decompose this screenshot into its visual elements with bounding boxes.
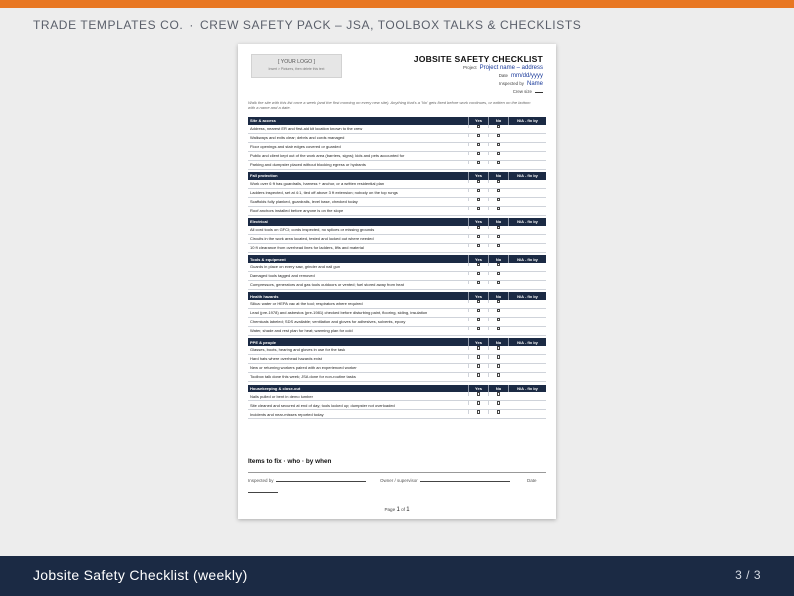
no-checkbox[interactable] xyxy=(497,327,501,331)
yes-cell xyxy=(468,373,488,377)
checklist-item-text: Water, shade and rest plan for heat; warming plan for cold xyxy=(250,328,353,334)
checklist-page xyxy=(238,44,556,519)
section-title: Electrical xyxy=(250,219,268,225)
checklist-row xyxy=(248,281,546,290)
signature-inspected-label: Inspected by xyxy=(248,478,274,483)
no-cell xyxy=(488,327,508,331)
no-cell xyxy=(488,272,508,276)
checklist-item-text: 10 ft clearance from overhead lines for ladders, lifts and material xyxy=(250,245,364,251)
no-checkbox[interactable] xyxy=(497,235,501,239)
checklist-item-text: Toolbox talk done this week; JSA done for non-routine tasks xyxy=(250,374,356,380)
yes-cell xyxy=(468,392,488,396)
brand-name: TRADE TEMPLATES CO. xyxy=(33,18,184,32)
yes-checkbox[interactable] xyxy=(477,401,481,405)
footer-page-count: 3 / 3 xyxy=(735,568,761,582)
no-checkbox[interactable] xyxy=(497,346,501,350)
yes-checkbox[interactable] xyxy=(477,309,481,313)
column-yes-header: Yes xyxy=(468,255,488,263)
column-na-header: N/A - fix by xyxy=(508,117,546,125)
no-checkbox[interactable] xyxy=(497,263,501,267)
yes-cell xyxy=(468,355,488,359)
checklist-item-text: Chemicals labeled; SDS available; ventilation and gloves for adhesives, solvents, epoxy xyxy=(250,319,406,325)
column-yes-header: Yes xyxy=(468,338,488,346)
column-no-header: No xyxy=(488,117,508,125)
items-to-fix-title: Items to fix · who · by when xyxy=(248,458,332,465)
yes-cell xyxy=(468,281,488,285)
header-line xyxy=(33,18,581,32)
no-cell xyxy=(488,392,508,396)
signature-owner-label: Owner / supervisor xyxy=(380,478,418,483)
section-title: Fall protection xyxy=(250,173,278,179)
yes-checkbox[interactable] xyxy=(477,143,481,147)
yes-checkbox[interactable] xyxy=(477,346,481,350)
column-na-header: N/A - fix by xyxy=(508,385,546,393)
yes-checkbox[interactable] xyxy=(477,235,481,239)
checklist-item-text: Silica: water or HEPA vac at the tool; respirators where required xyxy=(250,301,363,307)
no-cell xyxy=(488,125,508,129)
meta-project xyxy=(463,65,543,71)
signature-inspected-line xyxy=(276,481,366,482)
checklist-item-text: Hard hats where overhead hazards exist xyxy=(250,356,322,362)
checklist-item-text: Compressors, generators and gas tools outdoors or vented; fuel stored away from heat xyxy=(250,282,404,288)
yes-cell xyxy=(468,143,488,147)
yes-cell xyxy=(468,309,488,313)
no-checkbox[interactable] xyxy=(497,300,501,304)
checklist-row xyxy=(248,318,546,327)
checklist-item-text: Roof anchors installed before anyone is on the slope xyxy=(250,208,344,214)
column-yes-header: Yes xyxy=(468,117,488,125)
project-label: Project xyxy=(462,65,477,70)
checklist-item-text: Incidents and near-misses reported today xyxy=(250,411,324,417)
yes-cell xyxy=(468,180,488,184)
checklist-row xyxy=(248,401,546,410)
yes-checkbox[interactable] xyxy=(477,180,481,184)
no-cell xyxy=(488,143,508,147)
checklist-row xyxy=(248,272,546,281)
yes-cell xyxy=(468,235,488,239)
checklist-row xyxy=(248,300,546,309)
yes-cell xyxy=(468,364,488,368)
yes-cell xyxy=(468,152,488,156)
column-na-header: N/A - fix by xyxy=(508,218,546,226)
no-cell xyxy=(488,189,508,193)
yes-checkbox[interactable] xyxy=(477,355,481,359)
yes-checkbox[interactable] xyxy=(477,272,481,276)
no-checkbox[interactable] xyxy=(497,318,501,322)
checklist-item-text: Address, nearest ER and first-aid kit location known to the crew xyxy=(250,126,363,131)
section-header xyxy=(248,117,546,125)
section-header xyxy=(248,172,546,180)
column-na-header: N/A - fix by xyxy=(508,255,546,263)
yes-cell xyxy=(468,327,488,331)
yes-cell xyxy=(468,401,488,405)
no-cell xyxy=(488,355,508,359)
signature-date-label: Date xyxy=(527,478,537,483)
date-value: mm/dd/yyyy xyxy=(510,73,543,79)
column-yes-header: Yes xyxy=(468,172,488,180)
page-of: of xyxy=(401,507,405,512)
yes-cell xyxy=(468,198,488,202)
yes-cell xyxy=(468,207,488,211)
header-separator: · xyxy=(189,18,194,32)
no-checkbox[interactable] xyxy=(497,272,501,276)
no-checkbox[interactable] xyxy=(497,226,501,230)
yes-checkbox[interactable] xyxy=(477,244,481,248)
column-na-header: N/A - fix by xyxy=(508,292,546,300)
no-cell xyxy=(488,235,508,239)
checklist-item-text: Glasses, boots, hearing and gloves in use for the task xyxy=(250,347,346,353)
yes-cell xyxy=(468,346,488,350)
no-cell xyxy=(488,300,508,304)
no-checkbox[interactable] xyxy=(497,309,501,313)
checklist-section xyxy=(248,338,546,382)
column-no-header: No xyxy=(488,172,508,180)
no-checkbox[interactable] xyxy=(497,373,501,377)
crew-size-blank xyxy=(535,92,543,93)
items-to-fix-line xyxy=(248,472,546,473)
yes-cell xyxy=(468,300,488,304)
meta-crew-size xyxy=(513,89,543,94)
logo-placeholder-title: [ YOUR LOGO ] xyxy=(277,59,316,65)
no-checkbox[interactable] xyxy=(497,207,501,211)
yes-checkbox[interactable] xyxy=(477,226,481,230)
no-cell xyxy=(488,318,508,322)
page-label: Page xyxy=(384,507,396,512)
document-title: JOBSITE SAFETY CHECKLIST xyxy=(413,54,543,64)
yes-checkbox[interactable] xyxy=(477,198,481,202)
column-na-header: N/A - fix by xyxy=(508,338,546,346)
checklist-section xyxy=(248,218,546,253)
yes-checkbox[interactable] xyxy=(477,207,481,211)
column-yes-header: Yes xyxy=(468,292,488,300)
page-indicator xyxy=(238,507,556,513)
checklist-item-text: Scaffolds fully planked, guardrails, level base, checked today xyxy=(250,199,358,205)
checklist-row xyxy=(248,327,546,336)
meta-date xyxy=(499,73,543,79)
section-header xyxy=(248,218,546,226)
logo-placeholder-hint: Insert > Pictures, then delete this text xyxy=(268,67,325,71)
checklist-row xyxy=(248,309,546,318)
checklist-section xyxy=(248,117,546,170)
instructions-text: Walk the site with this list once a week (and the first morning on every new site). Anything that's a 'No' gets fixed before work continues, or written on the bottom with a name and a date. xyxy=(248,100,531,111)
checklist-row xyxy=(248,244,546,253)
yes-checkbox[interactable] xyxy=(477,300,481,304)
yes-cell xyxy=(468,226,488,230)
section-title: Housekeeping & close-out xyxy=(250,385,301,391)
no-cell xyxy=(488,401,508,405)
checklist-row xyxy=(248,180,546,189)
checklist-item-text: Lead (pre-1978) and asbestos (pre-1981) checked before disturbing paint, flooring, siding, insulation xyxy=(250,310,428,316)
yes-checkbox[interactable] xyxy=(477,373,481,377)
yes-checkbox[interactable] xyxy=(477,125,481,129)
checklist-item-text: Parking and dumpster placed without blocking egress or hydrants xyxy=(250,162,366,167)
checklist-row xyxy=(248,226,546,235)
checklist-row xyxy=(248,152,546,161)
no-cell xyxy=(488,161,508,165)
checklist-sections xyxy=(248,117,546,422)
yes-cell xyxy=(468,318,488,322)
yes-checkbox[interactable] xyxy=(477,392,481,396)
checklist-row xyxy=(248,134,546,143)
meta-inspected-by xyxy=(499,81,543,87)
checklist-row xyxy=(248,198,546,207)
checklist-item-text: Site cleaned and secured at end of day; tools locked up; dumpster not overloaded xyxy=(250,402,395,408)
yes-checkbox[interactable] xyxy=(477,410,481,414)
checklist-row xyxy=(248,189,546,198)
checklist-section xyxy=(248,255,546,290)
yes-cell xyxy=(468,244,488,248)
footer-bar xyxy=(0,556,794,596)
checklist-item-text: Floor openings and stair edges covered or guarded xyxy=(250,144,341,149)
checklist-item-text: Damaged tools tagged and removed xyxy=(250,273,315,279)
yes-cell xyxy=(468,189,488,193)
no-cell xyxy=(488,134,508,138)
no-checkbox[interactable] xyxy=(497,134,501,138)
no-checkbox[interactable] xyxy=(497,198,501,202)
no-cell xyxy=(488,207,508,211)
checklist-item-text: All cord tools on GFCI; cords inspected, no splices or missing grounds xyxy=(250,227,375,233)
checklist-row xyxy=(248,355,546,364)
checklist-row xyxy=(248,373,546,382)
yes-checkbox[interactable] xyxy=(477,281,481,285)
inspected-value: Name xyxy=(526,81,543,87)
checklist-section xyxy=(248,172,546,216)
checklist-item-text: Public and client kept out of the work area (barriers, signs); kids and pets accounted for xyxy=(250,153,405,158)
column-no-header: No xyxy=(488,292,508,300)
yes-checkbox[interactable] xyxy=(477,189,481,193)
checklist-row xyxy=(248,125,546,134)
logo-placeholder xyxy=(251,54,342,78)
no-checkbox[interactable] xyxy=(497,180,501,184)
no-cell xyxy=(488,373,508,377)
footer-title: Jobsite Safety Checklist (weekly) xyxy=(33,567,248,583)
section-title: Site & access xyxy=(250,118,276,124)
no-cell xyxy=(488,152,508,156)
column-no-header: No xyxy=(488,218,508,226)
yes-checkbox[interactable] xyxy=(477,318,481,322)
checklist-row xyxy=(248,263,546,272)
project-value: Project name – address xyxy=(479,65,543,71)
no-cell xyxy=(488,226,508,230)
checklist-item-text: New or returning workers paired with an experienced worker xyxy=(250,365,357,371)
checklist-section xyxy=(248,292,546,336)
signature-date xyxy=(527,478,537,483)
column-no-header: No xyxy=(488,255,508,263)
no-cell xyxy=(488,346,508,350)
column-yes-header: Yes xyxy=(468,385,488,393)
column-na-header: N/A - fix by xyxy=(508,172,546,180)
yes-checkbox[interactable] xyxy=(477,263,481,267)
no-cell xyxy=(488,180,508,184)
section-title: Tools & equipment xyxy=(250,256,286,262)
date-label: Date xyxy=(498,73,508,78)
no-checkbox[interactable] xyxy=(497,364,501,368)
section-title: Health hazards xyxy=(250,293,279,299)
column-yes-header: Yes xyxy=(468,218,488,226)
yes-checkbox[interactable] xyxy=(477,152,481,156)
signature-owner xyxy=(380,478,510,483)
checklist-item-text: Nails pulled or bent in demo lumber xyxy=(250,393,313,399)
signature-date-line xyxy=(248,492,278,493)
inspected-label: Inspected by xyxy=(499,81,524,86)
checklist-row xyxy=(248,143,546,152)
section-header xyxy=(248,255,546,263)
yes-checkbox[interactable] xyxy=(477,364,481,368)
column-no-header: No xyxy=(488,385,508,393)
checklist-row xyxy=(248,392,546,401)
no-checkbox[interactable] xyxy=(497,355,501,359)
checklist-row xyxy=(248,410,546,419)
yes-cell xyxy=(468,263,488,267)
yes-cell xyxy=(468,134,488,138)
no-cell xyxy=(488,410,508,414)
section-header xyxy=(248,338,546,346)
yes-checkbox[interactable] xyxy=(477,327,481,331)
yes-cell xyxy=(468,272,488,276)
crew-size-label: Crew size xyxy=(512,89,532,94)
no-checkbox[interactable] xyxy=(497,143,501,147)
checklist-section xyxy=(248,385,546,420)
no-checkbox[interactable] xyxy=(497,152,501,156)
page-number: 1 xyxy=(396,507,400,513)
no-checkbox[interactable] xyxy=(497,392,501,396)
no-cell xyxy=(488,281,508,285)
no-cell xyxy=(488,244,508,248)
checklist-item-text: Walkways and exits clear; debris and cords managed xyxy=(250,135,345,140)
yes-checkbox[interactable] xyxy=(477,161,481,165)
checklist-row xyxy=(248,207,546,216)
section-header xyxy=(248,385,546,393)
checklist-row xyxy=(248,235,546,244)
yes-checkbox[interactable] xyxy=(477,134,481,138)
header-subtitle: CREW SAFETY PACK – JSA, TOOLBOX TALKS & CHECKLISTS xyxy=(199,18,582,32)
checklist-item-text: Circuits in the work area located, tested and locked out where needed xyxy=(250,236,374,242)
checklist-row xyxy=(248,161,546,170)
signature-inspected-by xyxy=(248,478,366,483)
section-title: PPE & people xyxy=(250,339,277,345)
yes-cell xyxy=(468,125,488,129)
yes-cell xyxy=(468,410,488,414)
checklist-item-text: Ladders inspected, set at 4:1, tied off above 3 ft extension; nobody on the top rungs xyxy=(250,190,398,196)
checklist-item-text: Guards in place on every saw, grinder and nail gun xyxy=(250,264,341,270)
no-checkbox[interactable] xyxy=(497,281,501,285)
column-no-header: No xyxy=(488,338,508,346)
no-checkbox[interactable] xyxy=(497,125,501,129)
checklist-row xyxy=(248,364,546,373)
no-cell xyxy=(488,263,508,267)
section-header xyxy=(248,292,546,300)
top-accent-bar xyxy=(0,0,794,8)
signature-owner-line xyxy=(420,481,510,482)
no-cell xyxy=(488,364,508,368)
no-cell xyxy=(488,198,508,202)
checklist-row xyxy=(248,346,546,355)
no-checkbox[interactable] xyxy=(497,410,501,414)
page-total: 1 xyxy=(406,507,410,513)
no-checkbox[interactable] xyxy=(497,189,501,193)
checklist-item-text: Work over 6 ft has guardrails, harness + anchor, or a written residential plan xyxy=(250,181,385,187)
no-cell xyxy=(488,309,508,313)
no-checkbox[interactable] xyxy=(497,401,501,405)
yes-cell xyxy=(468,161,488,165)
no-checkbox[interactable] xyxy=(497,161,501,165)
no-checkbox[interactable] xyxy=(497,244,501,248)
